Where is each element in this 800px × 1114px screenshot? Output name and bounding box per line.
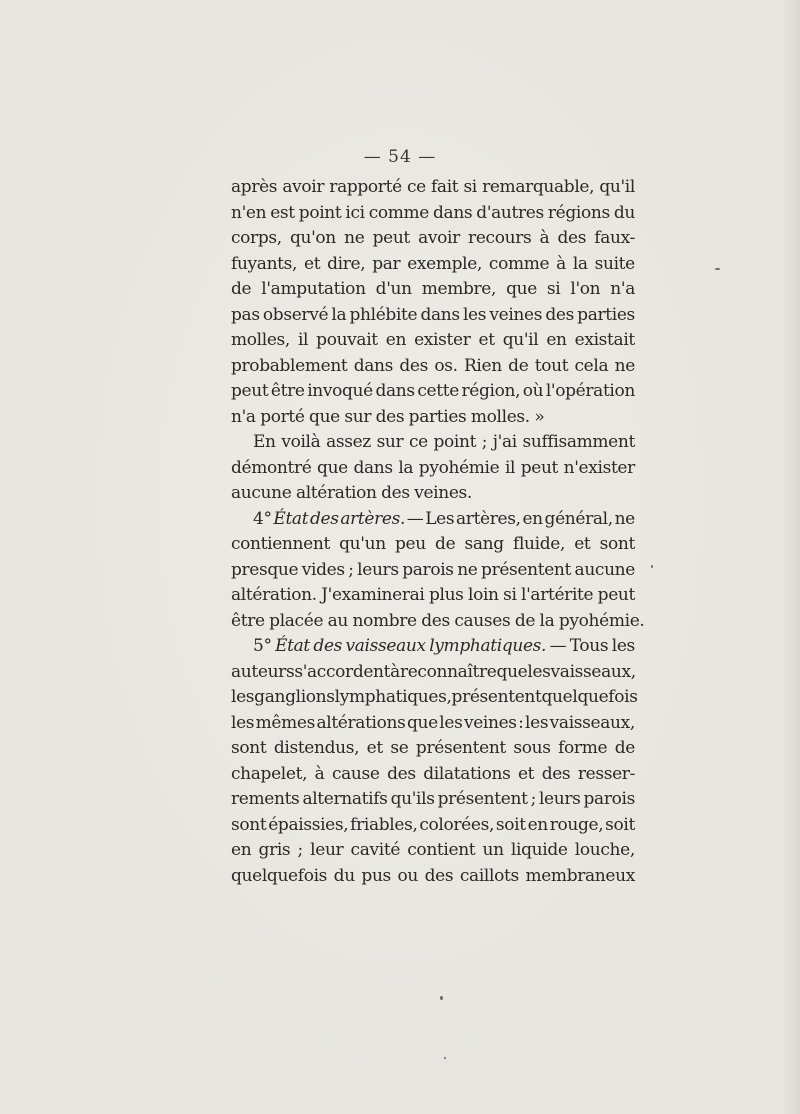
text-line bbox=[231, 456, 635, 482]
word: ou bbox=[397, 865, 419, 886]
word: pyohémie bbox=[418, 457, 500, 478]
word: aucune bbox=[231, 483, 292, 503]
section-heading-word: lymphatiques. bbox=[429, 636, 547, 656]
word: quelquefois bbox=[231, 865, 328, 886]
text-line bbox=[231, 277, 635, 303]
word: présentent bbox=[415, 738, 506, 758]
word: Rien bbox=[463, 355, 502, 376]
word: si bbox=[463, 177, 477, 197]
word: parois bbox=[583, 789, 635, 809]
word: des bbox=[399, 355, 428, 376]
word: reconnaître bbox=[399, 661, 497, 682]
word: des bbox=[421, 610, 450, 631]
word: régions bbox=[547, 202, 610, 223]
word: — bbox=[406, 508, 424, 529]
word: présentent bbox=[437, 789, 528, 809]
word: voilà bbox=[281, 432, 321, 452]
word: peut bbox=[520, 457, 559, 478]
word: les bbox=[231, 712, 255, 733]
word: corps, bbox=[231, 228, 282, 248]
word: ne bbox=[344, 228, 365, 248]
word: que bbox=[496, 661, 528, 682]
word: que bbox=[309, 406, 340, 427]
word: pyohémie. bbox=[558, 610, 645, 631]
word: contient bbox=[407, 840, 476, 860]
word: la bbox=[572, 253, 588, 274]
word: remarquable, bbox=[482, 177, 595, 197]
word: mêmes bbox=[255, 712, 315, 733]
word: peut bbox=[597, 585, 635, 605]
word: vaisseaux, bbox=[549, 712, 635, 733]
text-line bbox=[231, 583, 635, 609]
word: fuyants, bbox=[231, 253, 298, 274]
word: avoir bbox=[418, 228, 460, 248]
word: lymphatiques, bbox=[334, 687, 452, 707]
word: fait bbox=[430, 177, 459, 197]
section-heading-word: artères. bbox=[340, 508, 406, 529]
word: où bbox=[522, 381, 544, 401]
word: cavité bbox=[350, 840, 401, 860]
section-heading-word: des bbox=[309, 508, 339, 529]
text-line bbox=[231, 507, 635, 533]
text-line bbox=[231, 175, 635, 201]
text-line bbox=[231, 685, 638, 711]
word: la bbox=[398, 457, 414, 478]
word: l'opération bbox=[545, 381, 635, 401]
word: Tous bbox=[569, 636, 609, 656]
word: est bbox=[270, 202, 295, 223]
text-line bbox=[231, 379, 635, 405]
word: qu'un bbox=[339, 534, 386, 554]
word: point bbox=[298, 202, 342, 223]
word: des bbox=[545, 304, 574, 325]
word: auteurs bbox=[231, 661, 295, 682]
word: les bbox=[231, 687, 255, 707]
word: en bbox=[522, 508, 543, 529]
text-line bbox=[231, 354, 635, 380]
section-heading-word: vaisseaux bbox=[345, 636, 426, 656]
text-line bbox=[231, 405, 635, 431]
word: si bbox=[546, 279, 561, 299]
word: recours bbox=[468, 228, 532, 248]
word: cette bbox=[417, 381, 459, 401]
word: et bbox=[517, 763, 535, 784]
word: sang bbox=[464, 534, 504, 554]
word: ; bbox=[348, 559, 354, 580]
word: sont bbox=[231, 814, 267, 835]
word: se bbox=[390, 738, 409, 758]
word: du bbox=[613, 202, 635, 223]
word: leurs bbox=[538, 789, 581, 809]
word: ; bbox=[530, 789, 536, 809]
word: et bbox=[304, 253, 321, 274]
word: peu bbox=[395, 534, 426, 554]
word: soit bbox=[605, 814, 635, 835]
word: n'en bbox=[231, 202, 267, 223]
word: friables, bbox=[350, 814, 418, 835]
word: rements bbox=[231, 789, 300, 809]
word: en bbox=[546, 330, 567, 350]
word: qu'ils bbox=[390, 789, 435, 809]
word: il bbox=[504, 457, 516, 478]
word: comme bbox=[368, 202, 430, 223]
text-line bbox=[231, 660, 635, 686]
word: des bbox=[375, 406, 405, 427]
word: être bbox=[270, 381, 305, 401]
text-line bbox=[231, 430, 635, 456]
word: rapporté bbox=[329, 177, 402, 197]
word: par bbox=[372, 253, 401, 274]
word: fluide, bbox=[513, 534, 566, 554]
word: invoqué bbox=[307, 381, 373, 401]
word: distendus, bbox=[273, 738, 360, 758]
word: artères, bbox=[456, 508, 521, 529]
text-line bbox=[231, 481, 635, 507]
word: les bbox=[439, 712, 463, 733]
word: leur bbox=[310, 840, 344, 860]
word: veines bbox=[489, 304, 543, 325]
text-line bbox=[231, 787, 635, 813]
word: du bbox=[333, 865, 355, 886]
page-number: — 54 — bbox=[363, 147, 437, 167]
word: ganglions bbox=[254, 687, 335, 707]
word: région, bbox=[461, 381, 521, 401]
text-line bbox=[231, 558, 635, 584]
word: exister bbox=[414, 330, 471, 350]
word: En bbox=[253, 432, 276, 452]
text-line bbox=[231, 328, 635, 354]
word: liquide bbox=[510, 840, 568, 860]
word: être bbox=[231, 610, 265, 631]
word: veines bbox=[463, 712, 517, 733]
word: sous bbox=[513, 738, 551, 758]
word: louche, bbox=[574, 840, 635, 860]
word: gris bbox=[258, 840, 291, 860]
word: » bbox=[534, 406, 545, 427]
word: altérations bbox=[316, 712, 406, 733]
word: nombre bbox=[352, 610, 417, 631]
text-line bbox=[231, 762, 635, 788]
word: n'a bbox=[231, 406, 256, 427]
word: qu'il bbox=[599, 177, 635, 197]
word: suffisamment bbox=[522, 432, 635, 452]
word: membraneux bbox=[525, 865, 635, 886]
paper-speck bbox=[651, 565, 653, 568]
word: l'artérite bbox=[521, 585, 594, 605]
text-line bbox=[231, 711, 635, 737]
word: la bbox=[331, 304, 347, 325]
word: resser- bbox=[577, 763, 635, 784]
word: probablement bbox=[231, 355, 348, 376]
word: peut bbox=[372, 228, 410, 248]
paper-speck bbox=[444, 1057, 446, 1059]
text-line bbox=[231, 813, 635, 839]
word: à bbox=[556, 253, 566, 274]
word: ce bbox=[408, 432, 428, 452]
word: n'exister bbox=[563, 457, 635, 478]
text-line bbox=[231, 609, 645, 635]
word: pas bbox=[231, 304, 260, 325]
word: dans bbox=[353, 457, 393, 478]
word: aucune bbox=[574, 559, 635, 580]
word: de bbox=[435, 534, 456, 554]
word: presque bbox=[231, 559, 299, 580]
word: plus bbox=[428, 585, 464, 605]
section-heading-word: des bbox=[313, 636, 343, 656]
word: sont bbox=[599, 534, 635, 554]
word: présentent bbox=[481, 559, 572, 580]
word: à bbox=[539, 228, 550, 248]
word: pouvait bbox=[316, 330, 378, 350]
word: rouge, bbox=[549, 814, 604, 835]
text-line bbox=[231, 864, 635, 890]
text-line bbox=[231, 201, 635, 227]
word: qu'on bbox=[289, 228, 336, 248]
word: si bbox=[503, 585, 517, 605]
word: général, bbox=[544, 508, 613, 529]
word: l'on bbox=[570, 279, 601, 299]
word: présentent bbox=[451, 687, 542, 707]
word: os. bbox=[434, 355, 458, 376]
word: cela bbox=[574, 355, 609, 376]
word: qu'il bbox=[502, 330, 539, 350]
word: contiennent bbox=[231, 534, 330, 554]
word: dire, bbox=[327, 253, 366, 274]
word: épaissies, bbox=[268, 814, 349, 835]
word: démontré bbox=[231, 457, 312, 478]
word: après bbox=[231, 177, 278, 197]
word: 5° bbox=[253, 636, 272, 656]
word: avoir bbox=[282, 177, 325, 197]
word: leurs bbox=[357, 559, 399, 580]
word: que bbox=[317, 457, 348, 478]
word: parois bbox=[402, 559, 454, 580]
word: sont bbox=[231, 738, 267, 758]
word: un bbox=[482, 840, 504, 860]
word: peut bbox=[231, 381, 269, 401]
word: ce bbox=[406, 177, 426, 197]
word: dans bbox=[375, 381, 415, 401]
word: des bbox=[541, 763, 571, 784]
page-edge-shadow bbox=[782, 0, 800, 1114]
word: quelquefois bbox=[541, 687, 638, 707]
word: porté bbox=[260, 406, 305, 427]
word: parties bbox=[408, 406, 467, 427]
word: caillots bbox=[459, 865, 519, 886]
word: de bbox=[231, 279, 252, 299]
word: de bbox=[514, 610, 536, 631]
word: loin bbox=[467, 585, 499, 605]
word: chapelet, bbox=[231, 763, 308, 784]
word: ne bbox=[457, 559, 478, 580]
word: faux- bbox=[594, 228, 635, 248]
word: de bbox=[508, 355, 529, 376]
word: J'examinerai bbox=[321, 585, 425, 605]
word: colorées, bbox=[419, 814, 495, 835]
text-line bbox=[231, 252, 635, 278]
word: molles. bbox=[470, 406, 530, 427]
word: sur bbox=[376, 432, 404, 452]
word: altération bbox=[295, 483, 377, 503]
word: 4° bbox=[253, 508, 272, 529]
word: Les bbox=[425, 508, 455, 529]
text-line bbox=[231, 736, 635, 762]
word: à bbox=[314, 763, 325, 784]
body-text bbox=[231, 175, 645, 889]
word: les bbox=[525, 712, 549, 733]
word: tout bbox=[534, 355, 569, 376]
word: à bbox=[390, 661, 400, 682]
word: il bbox=[297, 330, 309, 350]
word: phlébite bbox=[349, 304, 418, 325]
text-line bbox=[231, 532, 635, 558]
word: assez bbox=[326, 432, 371, 452]
word: vides bbox=[301, 559, 345, 580]
word: soit bbox=[495, 814, 526, 835]
word: l'amputation bbox=[261, 279, 366, 299]
word: des bbox=[557, 228, 587, 248]
paper-speck bbox=[440, 996, 443, 1000]
word: observé bbox=[262, 304, 329, 325]
text-line bbox=[231, 838, 635, 864]
text-line bbox=[231, 303, 635, 329]
word: s'accordent bbox=[294, 661, 391, 682]
word: ici bbox=[345, 202, 365, 223]
word: d'autres bbox=[476, 202, 544, 223]
word: et bbox=[366, 738, 383, 758]
word: des bbox=[387, 763, 416, 784]
word: dans bbox=[420, 304, 460, 325]
word: causes bbox=[454, 610, 511, 631]
word: en bbox=[385, 330, 407, 350]
word: veines. bbox=[414, 483, 472, 503]
word: et bbox=[478, 330, 495, 350]
word: dans bbox=[433, 202, 473, 223]
text-line bbox=[231, 634, 635, 660]
word: ne bbox=[614, 355, 635, 376]
word: comme bbox=[488, 253, 550, 274]
word: cause bbox=[331, 763, 380, 784]
word: alternatifs bbox=[302, 789, 388, 809]
word: vaisseaux, bbox=[550, 661, 636, 682]
word: altération. bbox=[231, 585, 317, 605]
word: ne bbox=[614, 508, 635, 529]
word: ; bbox=[297, 840, 303, 860]
word: parties bbox=[577, 304, 635, 325]
word: les bbox=[611, 636, 635, 656]
word: les bbox=[527, 661, 551, 682]
word: d'un bbox=[375, 279, 412, 299]
word: : bbox=[518, 712, 524, 733]
word: des bbox=[381, 483, 410, 503]
word: des bbox=[424, 865, 454, 886]
word: ; bbox=[481, 432, 488, 452]
word: et bbox=[574, 534, 591, 554]
word: que bbox=[506, 279, 537, 299]
word: molles, bbox=[231, 330, 290, 350]
word: dilatations bbox=[423, 763, 511, 784]
word: j'ai bbox=[492, 432, 517, 452]
paper-speck bbox=[715, 268, 720, 270]
word: point bbox=[433, 432, 477, 452]
word: suite bbox=[594, 253, 635, 274]
word: existait bbox=[574, 330, 635, 350]
section-heading-word: État bbox=[275, 636, 310, 656]
word: n'a bbox=[610, 279, 635, 299]
word: pus bbox=[361, 865, 391, 886]
word: la bbox=[539, 610, 555, 631]
text-line bbox=[231, 226, 635, 252]
word: en bbox=[231, 840, 252, 860]
section-heading-word: État bbox=[273, 508, 309, 529]
word: au bbox=[327, 610, 349, 631]
word: — bbox=[549, 636, 567, 656]
word: de bbox=[614, 738, 635, 758]
word: en bbox=[527, 814, 548, 835]
word: exemple, bbox=[407, 253, 483, 274]
word: les bbox=[462, 304, 487, 325]
word: que bbox=[406, 712, 438, 733]
word: dans bbox=[353, 355, 394, 376]
word: placée bbox=[269, 610, 324, 631]
word: membre, bbox=[421, 279, 497, 299]
word: sur bbox=[344, 406, 372, 427]
word: forme bbox=[558, 738, 608, 758]
